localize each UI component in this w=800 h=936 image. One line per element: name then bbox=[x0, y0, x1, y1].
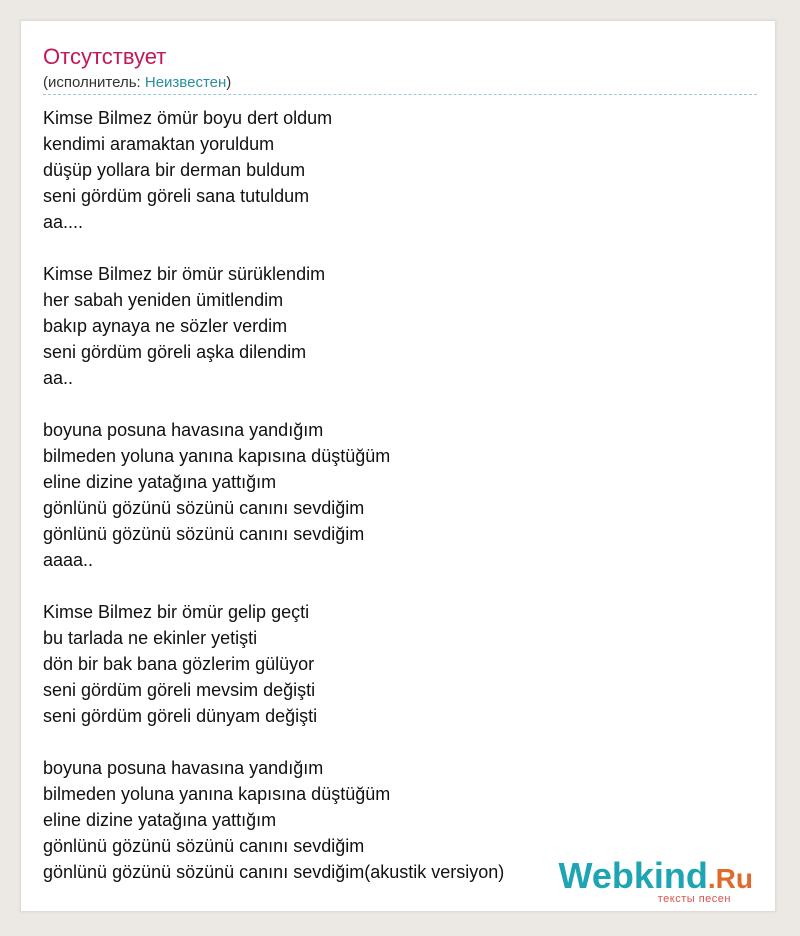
artist-link[interactable]: Неизвестен bbox=[144, 74, 227, 91]
lyrics-card bbox=[20, 20, 776, 912]
logo-tld: .Ru bbox=[707, 863, 753, 894]
logo-name: Webkind bbox=[558, 855, 708, 896]
lyrics-text: Kimse Bilmez ömür boyu dert oldum kendimi aramaktan yoruldum düşüp yollara bir derman buldum seni gördüm göreli sana tutuldum aa.... Kimse Bilmez bir ömür sürüklendim her sabah yeniden ümitlendim bakıp aynaya ne sözler verdim seni gördüm göreli aşka dilendim aa.. boyuna posuna havasına yandığım bilmeden yoluna yanına kapısına düştüğüm eline dizine yatağına yattığım gönlünü gözünü sözünü canını sevdiğim gönlünü gözünü sözünü canını sevdiğim aaaa.. Kimse Bilmez bir ömür gelip geçti bu tarlada ne ekinler yetişti dön bir bak bana gözlerim gülüyor seni gördüm göreli mevsim değişti seni gördüm göreli dünyam değişti boyuna posuna havasına yandığım bilmeden yoluna yanına kapısına düştüğüm eline dizine yatağına yattığım gönlünü gözünü sözünü canını sevdiğim gönlünü gözünü sözünü canını sevdiğim(akustik versiyon) bbox=[43, 108, 505, 882]
song-title: Отсутствует bbox=[43, 44, 167, 69]
logo-tagline: тексты песен bbox=[657, 893, 731, 905]
title-divider bbox=[43, 94, 757, 95]
artist-prefix: (исполнитель: bbox=[43, 74, 145, 91]
artist-line bbox=[43, 73, 231, 93]
site-logo[interactable] bbox=[559, 856, 753, 905]
artist-suffix: ) bbox=[226, 74, 232, 91]
